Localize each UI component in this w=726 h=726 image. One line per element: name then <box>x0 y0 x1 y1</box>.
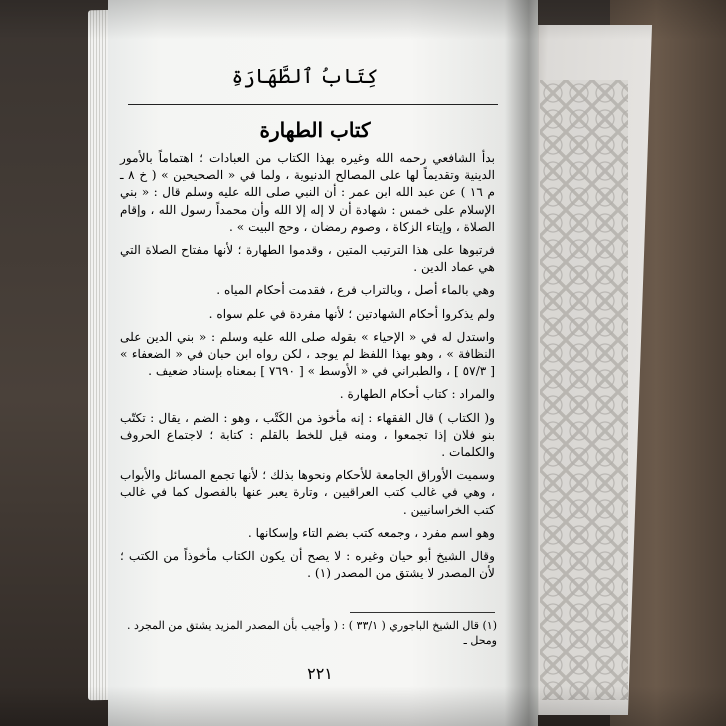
paragraph: فرتبوها على هذا الترتيب المتين ، وقدموا الطهارة ؛ لأنها مفتاح الصلاة التي هي عماد الدين . <box>120 243 495 275</box>
paragraph: وهي بالماء أصل ، وبالتراب فرع ، فقدمت أحكام المياه . <box>216 283 495 298</box>
paragraph: واستدل له في « الإحياء » بقوله صلى الله عليه وسلم : « بني الدين على النظافة » ، وهو بهذا اللفظ لم يوجد ، لكن رواه ابن حبان في « الضعفاء » [ ٥٧/٣ ] ، والطبراني في « الأوسط » [ ٧٦٩٠ ] بمعناه بإسناد ضعيف . <box>120 329 495 379</box>
paragraph: والمراد : كتاب أحكام الطهارة . <box>339 387 495 402</box>
paragraph: وهو اسم مفرد ، وجمعه كتب بضم التاء وإسكانها . <box>247 525 495 540</box>
header-rule <box>128 104 498 105</box>
paragraph: ولم يذكروا أحكام الشهادتين ؛ لأنها مفردة في علم سواه . <box>208 306 495 321</box>
footnote-rule <box>350 612 495 613</box>
vignette-bottom <box>0 686 726 726</box>
chapter-title: كتاب الطهارة <box>259 118 371 142</box>
paragraph: و( الكتاب ) قال الفقهاء : إنه مأخوذ من الكَتْب ، وهو : الضم ، يقال : تكتّب بنو فلان إذا تجمعوا ، ومنه قيل للخط بالقلم : كتابة ؛ لاجتماع الحروف والكلمات . <box>120 410 495 460</box>
body-text <box>120 150 495 588</box>
footnote: (١) قال الشيخ الباجوري ( ٣٣/١ ) : ( وأجيب بأن المصدر المزيد يشتق من المجرد . ومحل ـ <box>126 619 497 647</box>
vignette-top <box>0 0 726 40</box>
running-head: كِتَابُ ٱلطَّهَارَةِ <box>231 64 379 88</box>
ornamental-pattern <box>540 80 628 700</box>
gutter-shadow <box>505 0 539 726</box>
paragraph: وسميت الأوراق الجامعة للأحكام ونحوها بذلك ؛ لأنها تجمع المسائل والأبواب ، وهي في غالب كتب العراقيين ، وتارة يعبر عنها بالفصول كما في غالب كتب الخراسانيين . <box>120 468 495 517</box>
paragraph: بدأ الشافعي رحمه الله وغيره بهذا الكتاب من العبادات ؛ اهتماماً بالأمور الدينية وتقديماً لها على المصالح الدنيوية ، ولما في « الصحيحين » ( خ ٨ ـ م ١٦ ) عن عبد الله ابن عمر : أن النبي صلى الله عليه وسلم قال : « بني الإسلام على خمس : شهادة أن لا إله إلا الله وأن محمداً رسول الله ، وإقام الصلاة ، وإيتاء الزكاة ، وصوم رمضان ، وحج البيت » . <box>120 151 495 234</box>
paragraph: وقال الشيخ أبو حيان وغيره : لا يصح أن يكون الكتاب مأخوذاً من الكتب ؛ لأن المصدر لا يشتق من المصدر (١) . <box>120 549 495 581</box>
page-number: ٢٢١ <box>307 664 333 683</box>
